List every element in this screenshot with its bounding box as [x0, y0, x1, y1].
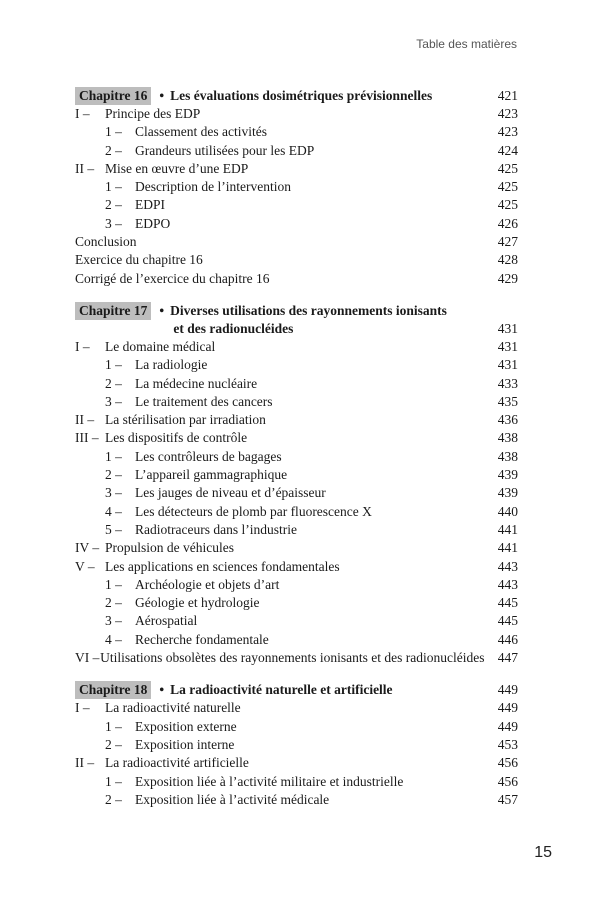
toc-entry[interactable]	[75, 594, 518, 612]
entry-number: 4 –	[105, 503, 122, 519]
entry-label: Recherche fondamentale	[135, 631, 269, 647]
bullet-icon: •	[159, 682, 165, 698]
toc-entry[interactable]	[75, 736, 518, 754]
entry-page-number: 439	[497, 467, 518, 483]
toc-entry[interactable]	[75, 448, 518, 466]
entry-number: VI –	[75, 650, 100, 666]
entry-page-number: 431	[497, 338, 518, 354]
entry-page-number: 440	[497, 503, 518, 519]
entry-number: 1 –	[105, 448, 122, 464]
entry-number: 2 –	[105, 197, 122, 213]
entry-page-number: 436	[497, 412, 518, 428]
bullet-icon: •	[159, 88, 165, 103]
toc-entry[interactable]	[75, 699, 518, 717]
entry-label: Mise en œuvre d’une EDP	[105, 160, 249, 176]
toc-entry[interactable]	[75, 631, 518, 649]
toc-entry[interactable]	[75, 466, 518, 484]
chapter-page-number: 421	[497, 88, 518, 103]
entry-number: I –	[75, 338, 90, 354]
entry-page-number: 441	[497, 540, 518, 556]
bullet-icon: •	[159, 302, 165, 318]
toc-entry[interactable]	[75, 612, 518, 630]
toc-entry[interactable]	[75, 251, 518, 269]
entry-page-number: 449	[497, 700, 518, 716]
toc-entry[interactable]	[75, 142, 518, 160]
toc-entry[interactable]	[75, 411, 518, 429]
entry-number: II –	[75, 412, 95, 428]
chapter-badge: Chapitre 17	[75, 302, 151, 320]
entry-page-number: 426	[497, 215, 518, 231]
entry-label: Exercice du chapitre 16	[75, 252, 203, 268]
entry-page-number: 423	[497, 124, 518, 140]
toc-entry[interactable]	[75, 539, 518, 557]
entry-number: 2 –	[105, 467, 122, 483]
entry-number: 2 –	[105, 791, 122, 807]
entry-page-number: 447	[497, 650, 518, 666]
entry-label: Géologie et hydrologie	[135, 595, 260, 611]
toc-entry[interactable]	[75, 215, 518, 233]
entry-label: Conclusion	[75, 234, 137, 250]
entry-page-number: 445	[497, 595, 518, 611]
chapter-title-line1: Les évaluations dosimétriques prévisionnelles	[170, 88, 433, 103]
entry-number: I –	[75, 106, 90, 121]
chapter-title-line1: Diverses utilisations des rayonnements ionisants	[170, 302, 447, 318]
entry-page-number: 431	[497, 357, 518, 373]
entry-number: V –	[75, 558, 95, 574]
chapter-badge: Chapitre 16	[75, 87, 151, 105]
entry-label: EDPI	[135, 197, 165, 213]
entry-number: II –	[75, 755, 95, 771]
entry-page-number: 449	[497, 718, 518, 734]
entry-label: La médecine nucléaire	[135, 375, 258, 391]
chapter-title	[159, 681, 478, 699]
entry-number: IV –	[75, 540, 100, 556]
chapter-title-line1: La radioactivité naturelle et artificielle	[170, 682, 393, 698]
toc-entry[interactable]	[75, 196, 518, 214]
chapter-section	[75, 302, 518, 667]
toc-entry[interactable]	[75, 558, 518, 576]
chapter-title-line2: et des radionucléides	[173, 320, 294, 336]
chapter-title	[159, 302, 478, 338]
entry-label: La radioactivité naturelle	[105, 700, 241, 716]
entry-label: Les contrôleurs de bagages	[135, 448, 282, 464]
entry-label: Exposition liée à l’activité médicale	[135, 791, 330, 807]
chapter-heading[interactable]	[75, 681, 518, 699]
toc-entry[interactable]	[75, 338, 518, 356]
entry-label: La radiologie	[135, 357, 208, 373]
entry-number: 3 –	[105, 485, 122, 501]
entry-number: 3 –	[105, 393, 122, 409]
toc-entry[interactable]	[75, 484, 518, 502]
entry-number: 2 –	[105, 736, 122, 752]
entry-label: Corrigé de l’exercice du chapitre 16	[75, 270, 270, 286]
entry-label: Grandeurs utilisées pour les EDP	[135, 142, 315, 158]
chapter-heading[interactable]	[75, 87, 518, 105]
entry-label: Les jauges de niveau et d’épaisseur	[135, 485, 326, 501]
toc-entry[interactable]	[75, 718, 518, 736]
entry-page-number: 456	[497, 755, 518, 771]
entry-label: Les détecteurs de plomb par fluorescence X	[135, 503, 372, 519]
toc-entry[interactable]	[75, 178, 518, 196]
entry-page-number: 429	[497, 270, 518, 286]
entry-label: Archéologie et objets d’art	[135, 576, 280, 592]
entry-number: 1 –	[105, 773, 122, 789]
entry-number: 3 –	[105, 613, 122, 629]
entry-label: EDPO	[135, 215, 171, 231]
toc-entry[interactable]	[75, 773, 518, 791]
toc-entry[interactable]	[75, 160, 518, 178]
entry-label: Les applications en sciences fondamentales	[105, 558, 340, 574]
entry-page-number: 439	[497, 485, 518, 501]
entry-label: Les dispositifs de contrôle	[105, 430, 248, 446]
entry-number: 4 –	[105, 631, 122, 647]
entry-label: Exposition liée à l’activité militaire et industrielle	[135, 773, 404, 789]
entry-label: Exposition interne	[135, 736, 235, 752]
entry-page-number: 443	[497, 576, 518, 592]
entry-label: La radioactivité artificielle	[105, 755, 249, 771]
chapter-section	[75, 87, 518, 288]
entry-page-number: 443	[497, 558, 518, 574]
entry-number: III –	[75, 430, 99, 446]
entry-page-number: 456	[497, 773, 518, 789]
toc-entry[interactable]	[75, 576, 518, 594]
entry-page-number: 427	[497, 234, 518, 250]
entry-page-number: 425	[497, 197, 518, 213]
chapter-title	[159, 87, 478, 105]
table-of-contents	[75, 87, 518, 823]
entry-page-number: 445	[497, 613, 518, 629]
entry-number: II –	[75, 160, 95, 176]
entry-label: Classement des activités	[135, 124, 267, 140]
entry-page-number: 433	[497, 375, 518, 391]
entry-page-number: 457	[497, 791, 518, 807]
toc-entry[interactable]	[75, 754, 518, 772]
toc-entry[interactable]	[75, 270, 518, 288]
entry-page-number: 438	[497, 430, 518, 446]
toc-entry[interactable]	[75, 521, 518, 539]
chapter-page-number: 431	[497, 320, 518, 336]
entry-label: L’appareil gammagraphique	[135, 467, 288, 483]
chapter-section	[75, 681, 518, 809]
entry-label: Exposition externe	[135, 718, 237, 734]
entry-number: 1 –	[105, 357, 122, 373]
page-number: 15	[534, 844, 552, 861]
toc-entry[interactable]	[75, 791, 518, 809]
entry-number: 2 –	[105, 142, 122, 158]
toc-entry[interactable]	[75, 375, 518, 393]
entry-label: Radiotraceurs dans l’industrie	[135, 521, 297, 537]
entry-page-number: 425	[497, 160, 518, 176]
entry-page-number: 428	[497, 252, 518, 268]
toc-entry[interactable]	[75, 429, 518, 447]
entry-label: Description de l’intervention	[135, 179, 291, 195]
toc-entry[interactable]	[75, 123, 518, 141]
toc-entry[interactable]	[75, 233, 518, 251]
entry-label: Aérospatial	[135, 613, 198, 629]
entry-label: Utilisations obsolètes des rayonnements ionisants et des radionucléides	[100, 650, 485, 666]
entry-number: 2 –	[105, 595, 122, 611]
toc-entry[interactable]	[75, 393, 518, 411]
entry-page-number: 438	[497, 448, 518, 464]
entry-page-number: 453	[497, 736, 518, 752]
entry-page-number: 423	[497, 106, 518, 121]
entry-page-number: 446	[497, 631, 518, 647]
entry-number: 2 –	[105, 375, 122, 391]
toc-entry[interactable]	[75, 105, 518, 123]
entry-page-number: 425	[497, 179, 518, 195]
entry-label: La stérilisation par irradiation	[105, 412, 266, 428]
chapter-heading[interactable]	[75, 302, 518, 338]
chapter-badge: Chapitre 18	[75, 681, 151, 699]
entry-page-number: 435	[497, 393, 518, 409]
entry-label: Le traitement des cancers	[135, 393, 273, 409]
entry-label: Principe des EDP	[105, 106, 201, 121]
entry-number: 1 –	[105, 179, 122, 195]
entry-number: 1 –	[105, 718, 122, 734]
entry-page-number: 424	[497, 142, 518, 158]
toc-entry[interactable]	[75, 503, 518, 521]
entry-page-number: 441	[497, 521, 518, 537]
chapter-page-number: 449	[497, 682, 518, 698]
toc-entry[interactable]	[75, 649, 518, 667]
entry-number: 5 –	[105, 521, 122, 537]
entry-number: 3 –	[105, 215, 122, 231]
entry-number: 1 –	[105, 576, 122, 592]
running-head: Table des matières	[416, 37, 517, 51]
entry-number: 1 –	[105, 124, 122, 140]
entry-number: I –	[75, 700, 90, 716]
entry-label: Le domaine médical	[105, 338, 216, 354]
toc-entry[interactable]	[75, 356, 518, 374]
entry-label: Propulsion de véhicules	[105, 540, 234, 556]
